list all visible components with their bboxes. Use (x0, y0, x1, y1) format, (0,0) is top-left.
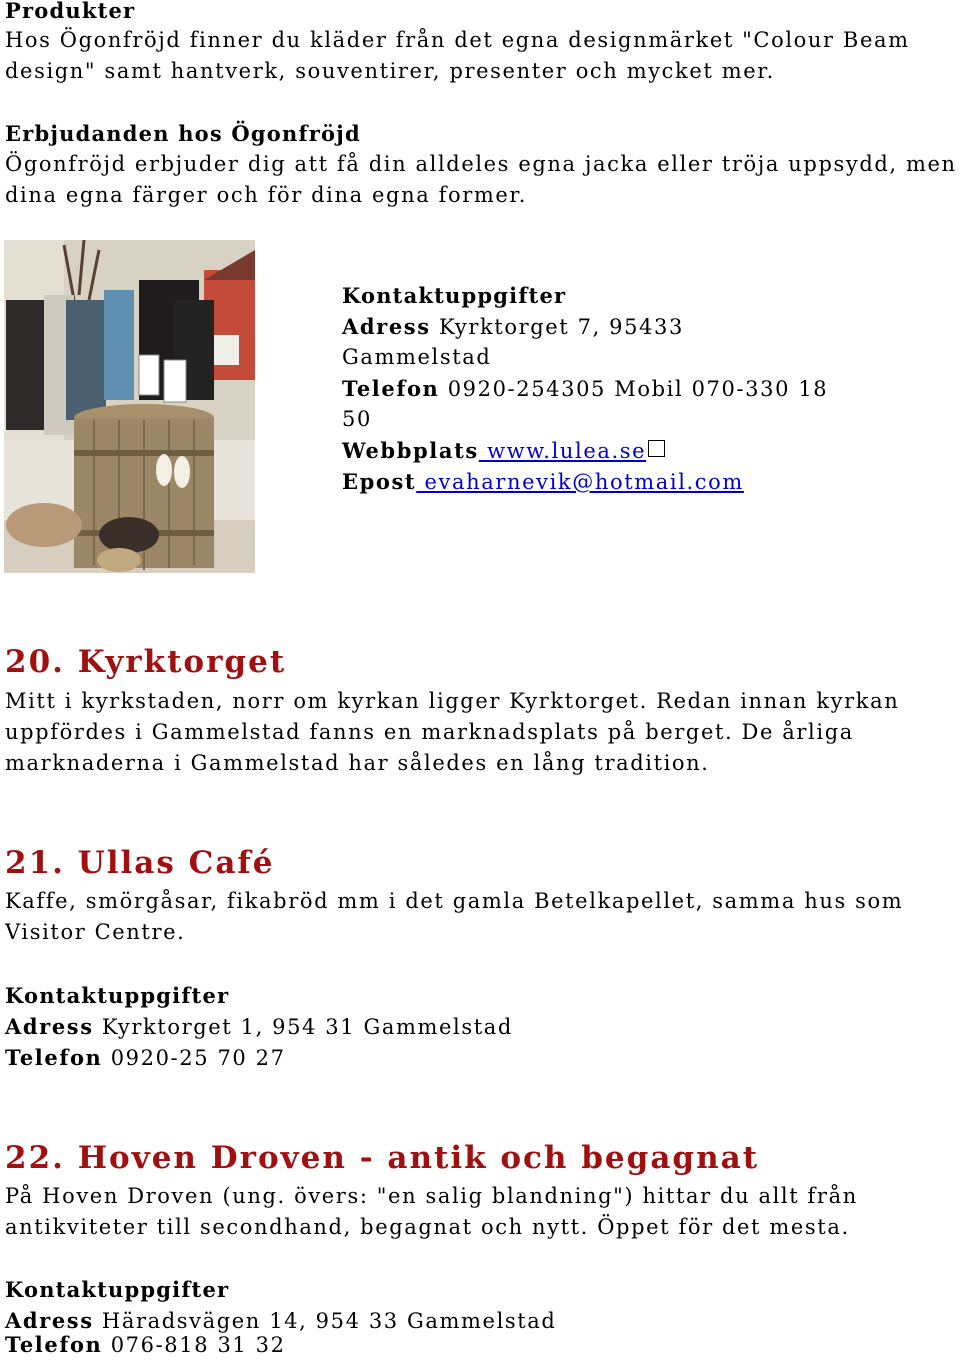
epost-row (342, 466, 744, 498)
adress-value-line-2: Gammelstad (342, 345, 492, 369)
telefon-label: Telefon (5, 1332, 103, 1357)
produkter-heading: Produkter (5, 0, 136, 23)
kyrktorget-text-line-3: marknaderna i Gammelstad har således en lång tradition. (5, 751, 710, 775)
telefon-label: Telefon (5, 1045, 103, 1070)
adress-value: Häradsvägen 14, 954 33 Gammelstad (93, 1309, 557, 1333)
ullas-cafe-text-line-1: Kaffe, smörgåsar, fikabröd mm i det gamla Betelkapellet, samma hus som (5, 889, 904, 913)
erbjudanden-text-line-1: Ögonfröjd erbjuder dig att få din alldeles egna jacka eller tröja uppsydd, men (5, 152, 957, 176)
webbplats-link[interactable]: www.lulea.se (478, 439, 647, 463)
epost-link[interactable]: evaharnevik@hotmail.com (416, 470, 744, 494)
erbjudanden-heading: Erbjudanden hos Ögonfröjd (5, 121, 361, 146)
telefon-value: 076-818 31 32 (102, 1333, 286, 1357)
hoven-droven-contact-heading: Kontaktuppgifter (5, 1277, 230, 1302)
adress-label: Adress (5, 1014, 94, 1039)
adress-label: Adress (5, 1308, 94, 1333)
produkter-text-line-2: design" samt hantverk, souventirer, presenter och mycket mer. (5, 59, 775, 83)
produkter-text-line-1: Hos Ögonfröjd finner du kläder från det egna designmärket "Colour Beam (5, 28, 910, 52)
epost-label: Epost (342, 469, 417, 494)
telefon-value: 0920-25 70 27 (102, 1046, 286, 1070)
external-link-icon (648, 440, 665, 457)
adress-label: Adress (342, 314, 431, 339)
telefon-value: 0920-254305 Mobil 070-330 18 (447, 377, 829, 401)
shop-interior-illustration (4, 240, 255, 573)
webbplats-label: Webbplats (342, 438, 479, 463)
hoven-droven-text-line-2: antikviteter till secondhand, begagnat och nytt. Öppet för det mesta. (5, 1215, 850, 1239)
adress-row (342, 311, 684, 343)
hoven-droven-telefon-row (5, 1329, 286, 1361)
erbjudanden-text-line-2: dina egna färger och för dina egna former. (5, 183, 527, 207)
hoven-droven-text-line-1: På Hoven Droven (ung. övers: "en salig blandning") hittar du allt från (5, 1184, 858, 1208)
telefon-label: Telefon (342, 376, 440, 401)
contact-heading: Kontaktuppgifter (342, 283, 567, 308)
shop-interior-photo (4, 240, 255, 573)
telefon-value-line-2: 50 (342, 407, 372, 431)
kyrktorget-text-line-1: Mitt i kyrkstaden, norr om kyrkan ligger Kyrktorget. Redan innan kyrkan (5, 689, 900, 713)
kyrktorget-text-line-2: uppfördes i Gammelstad fanns en marknadsplats på berget. De årliga (5, 720, 854, 744)
adress-value: Kyrktorget 7, 95433 (438, 315, 684, 339)
telefon-row (342, 373, 828, 405)
kyrktorget-heading: 20. Kyrktorget (5, 644, 287, 680)
ullas-cafe-contact-heading: Kontaktuppgifter (5, 983, 230, 1008)
webbplats-row (342, 435, 665, 467)
adress-value: Kyrktorget 1, 954 31 Gammelstad (93, 1015, 513, 1039)
hoven-droven-heading: 22. Hoven Droven - antik och begagnat (5, 1140, 760, 1176)
ullas-cafe-heading: 21. Ullas Café (5, 845, 275, 881)
ullas-cafe-telefon-row (5, 1042, 286, 1074)
ullas-cafe-text-line-2: Visitor Centre. (5, 920, 186, 944)
ullas-cafe-adress-row (5, 1011, 513, 1043)
